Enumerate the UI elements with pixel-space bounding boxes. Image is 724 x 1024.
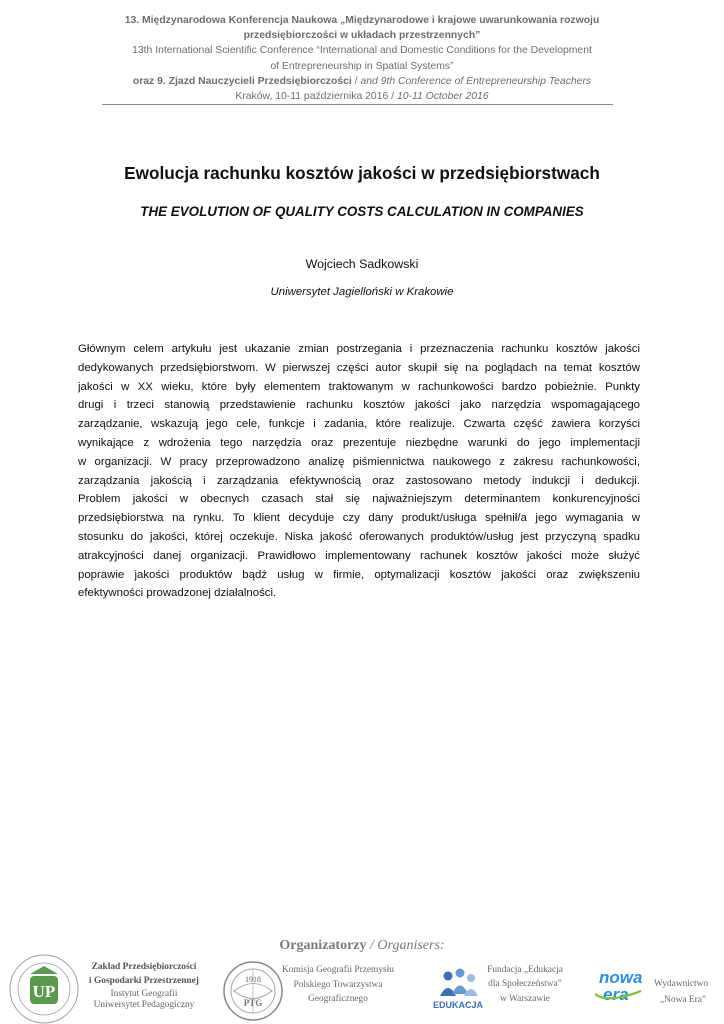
header-teachers-pl: oraz 9. Zjazd Nauczycieli Przedsiębiorczości — [132, 75, 352, 87]
paper-title-pl: Ewolucja rachunku kosztów jakości w przedsiębiorstwach — [124, 163, 600, 183]
abstract-line: Problem jakości w obecnych czasach stał się najważniejszym determinantem konkurencyjności — [78, 493, 640, 506]
nowa-era-wordmark-icon — [593, 966, 649, 1006]
abstract-line: zarządzania jakością i zarządzania efektywnością oraz zastosowano metody indukcji i dedukcji. — [78, 474, 640, 487]
org4-line2: „Nowa Era” — [660, 995, 707, 1005]
up-seal-icon — [6, 952, 82, 1024]
org2-line3: Geograficznego — [308, 994, 368, 1005]
organisers-heading-sep: / — [366, 938, 378, 953]
svg-text:EDUKACJA: EDUKACJA — [432, 1000, 484, 1010]
abstract-line: Głównym celem artykułu jest ukazanie zmian postrzegania i przeznaczenia rachunku kosztów jakości — [78, 343, 640, 355]
header-line-2: przedsiębiorczości w układach przestrzennych” — [243, 30, 481, 42]
org3-line3: w Warszawie — [500, 993, 550, 1004]
header-teachers-en: and 9th Conference of Entrepreneurship Teachers — [360, 75, 592, 87]
svg-text:1918: 1918 — [245, 975, 261, 984]
header-line-6 — [50, 89, 674, 104]
svg-text:era: era — [603, 985, 629, 1004]
header-line-5 — [50, 74, 674, 89]
abstract-line: wynikające z wdrożenia tego narzędzia oraz prezentuje niezbędne warunki do jego implementacji — [78, 436, 640, 449]
abstract-line: przedsiębiorstwa na rynku. To klient decyduje czy dany produkt/usługa spełnił/a jego wymagania w — [78, 512, 640, 525]
abstract-line: jakości w XX wieku, które były elementem traktowanym w rachunkowości bardzo pobieżnie. Punkty — [78, 380, 640, 393]
abstract-line: drugi i trzeci stanowią przedstawienie rachunku kosztów jakości jako narzędzia wspomagającego — [78, 399, 640, 412]
abstract-line: zarządzanie, wskazują jego cele, funkcje i zadania, które realizuje. Czwarta część zawiera korzyści — [78, 418, 640, 431]
organisers-heading-pl: Organizatorzy — [279, 938, 367, 953]
ptg-emblem-icon — [222, 960, 284, 1022]
organiser-ptg — [282, 963, 394, 1007]
org1-line1: Zakład Przedsiębiorczości — [91, 962, 197, 972]
org4-line1: Wydawnictwo — [654, 979, 709, 989]
org2-line2: Polskiego Towarzystwa — [293, 979, 383, 990]
org3-line1: Fundacja „Edukacja — [487, 965, 563, 975]
org3-line2: dla Społeczeństwa” — [488, 979, 562, 990]
abstract-line: atrakcyjności danej organizacji. Prawidłowo implementowany rachunek kosztów jakości może służyć — [78, 549, 640, 562]
nowa-era-logo — [593, 966, 649, 1006]
svg-text:nowa: nowa — [599, 968, 643, 987]
header-separator: / — [351, 75, 361, 87]
org1-line3: Instytut Geografii — [110, 988, 178, 999]
author-name: Wojciech Sadkowski — [305, 257, 419, 271]
abstract-line: w organizacji. W pracy przeprowadzono analizę piśmiennictwa naukowego z zakresu rachunkowości, — [78, 455, 640, 468]
paper-title-en: THE EVOLUTION OF QUALITY COSTS CALCULATION IN COMPANIES — [140, 204, 584, 219]
conference-header — [50, 13, 674, 104]
author-affiliation: Uniwersytet Jagielloński w Krakowie — [270, 286, 454, 298]
org2-line1: Komisja Geografii Przemysłu — [282, 965, 394, 975]
header-date-pl: Kraków, 10-11 października 2016 — [235, 91, 389, 103]
abstract-line: dedykowanych przedsiębiorstwom. W pierwszej części autor skupił się na poglądach na temat kosztów — [78, 361, 640, 374]
header-separator: / — [388, 91, 397, 103]
header-divider — [102, 104, 613, 105]
organisers-heading-en: Organisers: — [377, 938, 445, 953]
abstract-paragraph — [78, 340, 640, 603]
abstract-line: stosunku do jakości, której oczekuje. Niska jakość oferowanych produktów/usług jest przyczyną spadku — [78, 530, 640, 543]
svg-text:PTG: PTG — [243, 998, 263, 1008]
org1-line2: i Gospodarki Przestrzennej — [89, 975, 199, 986]
organiser-up — [86, 961, 202, 1011]
up-university-seal-logo — [6, 952, 82, 1024]
organiser-edukacja — [478, 963, 572, 1006]
organiser-nowa-era — [650, 976, 724, 1008]
abstract-line: efektywności prowadzonej działalności. — [78, 587, 277, 600]
header-line-3: 13th International Scientific Conference “International and Domestic Conditions for the Development — [132, 45, 592, 57]
header-date-en: 10-11 October 2016 — [396, 91, 489, 103]
org1-line4: Uniwersytet Pedagogiczny — [93, 999, 195, 1010]
abstract-line: poprawie jakości produktów bądź usług w firmie, optymalizacji kosztów jakości oraz zwiększeniu — [78, 568, 640, 581]
svg-text:UP: UP — [32, 982, 56, 1001]
ptg-logo — [222, 960, 284, 1022]
organisers-heading — [0, 938, 724, 954]
header-line-1: 13. Międzynarodowa Konferencja Naukowa „Międzynarodowe i krajowe uwarunkowania rozwoju — [124, 15, 600, 26]
header-line-4: of Entrepreneurship in Spatial Systems” — [270, 60, 454, 72]
